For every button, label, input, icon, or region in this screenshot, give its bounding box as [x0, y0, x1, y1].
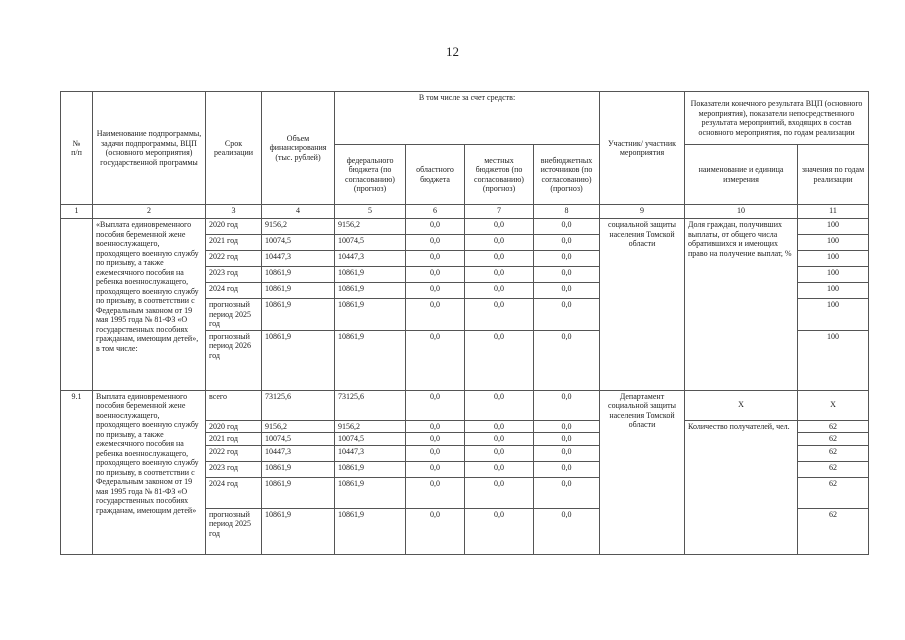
federal-cell: 10074,5 — [335, 433, 406, 446]
indicator-value-cell: 100 — [798, 235, 869, 251]
header-no: № п/п — [61, 92, 93, 205]
header-period: Срок реализации — [206, 92, 262, 205]
table-row-total — [61, 390, 869, 420]
period-cell: прогнозный период 2025 год — [206, 299, 262, 331]
period-cell: прогнозный период 2026 год — [206, 330, 262, 390]
period-cell: 2022 год — [206, 251, 262, 267]
header-volume: Объем финансирования (тыс. рублей) — [262, 92, 335, 205]
col-number: 1 — [61, 205, 93, 219]
federal-cell: 10074,5 — [335, 235, 406, 251]
page-number: 12 — [446, 44, 459, 59]
regional-cell: 0,0 — [406, 390, 465, 420]
federal-cell: 10861,9 — [335, 461, 406, 477]
header-participant: Участник/ участник мероприятия — [600, 92, 685, 205]
extra-cell: 0,0 — [534, 235, 600, 251]
federal-cell: 10861,9 — [335, 267, 406, 283]
indicator-cell: Количество получателей, чел. — [685, 420, 798, 554]
federal-cell: 10861,9 — [335, 508, 406, 554]
indicator-cell: Х — [685, 390, 798, 420]
indicator-value-cell: 100 — [798, 251, 869, 267]
regional-cell: 0,0 — [406, 219, 465, 235]
federal-cell: 10861,9 — [335, 299, 406, 331]
indicator-cell: Доля граждан, получивших выплаты, от общего числа обратившихся и имеющих право на получение выплат, % — [685, 219, 798, 391]
extra-cell: 0,0 — [534, 433, 600, 446]
period-cell: 2024 год — [206, 477, 262, 508]
participant-cell: Департамент социальной защиты населения Томской области — [600, 390, 685, 554]
volume-cell: 10861,9 — [262, 267, 335, 283]
regional-cell: 0,0 — [406, 235, 465, 251]
extra-cell: 0,0 — [534, 420, 600, 433]
header-indicators: Показатели конечного результата ВЦП (основного мероприятия), показатели непосредственного результата мероприятий, входящих в состав основного мероприятия, по годам реализации — [685, 92, 869, 145]
local-cell: 0,0 — [465, 390, 534, 420]
indicator-value-cell: 100 — [798, 267, 869, 283]
indicator-value-cell: 100 — [798, 330, 869, 390]
period-cell: прогнозный период 2025 год — [206, 508, 262, 554]
federal-cell: 10447,3 — [335, 251, 406, 267]
col-number: 11 — [798, 205, 869, 219]
regional-cell: 0,0 — [406, 461, 465, 477]
col-number: 4 — [262, 205, 335, 219]
header-ind-value: значения по годам реализации — [798, 145, 869, 205]
volume-cell: 10861,9 — [262, 461, 335, 477]
local-cell: 0,0 — [465, 461, 534, 477]
program-name: «Выплата единовременного пособия беременной жене военнослужащего, проходящего военную службу по призыву, а также ежемесячного пособия на ребенка военнослужащего, проходящего военную службу по призыву, в соответствии с Федеральным законом от 19 мая 1995 года № 81-ФЗ «О государственных пособиях гражданам, имеющим детей», в том числе: — [93, 219, 206, 391]
regional-cell: 0,0 — [406, 508, 465, 554]
extra-cell: 0,0 — [534, 461, 600, 477]
extra-cell: 0,0 — [534, 477, 600, 508]
volume-cell: 73125,6 — [262, 390, 335, 420]
participant-cell: социальной защиты населения Томской области — [600, 219, 685, 391]
volume-cell: 10074,5 — [262, 433, 335, 446]
volume-cell: 9156,2 — [262, 420, 335, 433]
period-cell: 2023 год — [206, 461, 262, 477]
indicator-value-cell: 100 — [798, 283, 869, 299]
header-name: Наименование подпрограммы, задачи подпрограммы, ВЦП (основного мероприятия) государственной программы — [93, 92, 206, 205]
volume-cell: 9156,2 — [262, 219, 335, 235]
local-cell: 0,0 — [465, 420, 534, 433]
regional-cell: 0,0 — [406, 433, 465, 446]
header-federal: федерального бюджета (по согласованию) (прогноз) — [335, 145, 406, 205]
federal-cell: 10447,3 — [335, 445, 406, 461]
federal-cell: 10861,9 — [335, 283, 406, 299]
volume-cell: 10447,3 — [262, 251, 335, 267]
header-row-1 — [61, 92, 869, 145]
row-no — [61, 219, 93, 391]
period-cell: всего — [206, 390, 262, 420]
volume-cell: 10074,5 — [262, 235, 335, 251]
indicator-value-cell: 62 — [798, 461, 869, 477]
volume-cell: 10861,9 — [262, 508, 335, 554]
col-number: 7 — [465, 205, 534, 219]
header-ind-name: наименование и единица измерения — [685, 145, 798, 205]
table-row — [61, 219, 869, 235]
extra-cell: 0,0 — [534, 283, 600, 299]
indicator-value-cell: 62 — [798, 477, 869, 508]
period-cell: 2020 год — [206, 219, 262, 235]
federal-cell: 9156,2 — [335, 219, 406, 235]
header-local: местных бюджетов (по согласованию) (прогноз) — [465, 145, 534, 205]
extra-cell: 0,0 — [534, 508, 600, 554]
indicator-value-cell: 62 — [798, 433, 869, 446]
volume-cell: 10861,9 — [262, 283, 335, 299]
regional-cell: 0,0 — [406, 420, 465, 433]
local-cell: 0,0 — [465, 299, 534, 331]
indicator-value-cell: Х — [798, 390, 869, 420]
local-cell: 0,0 — [465, 251, 534, 267]
header-regional: областного бюджета — [406, 145, 465, 205]
period-cell: 2022 год — [206, 445, 262, 461]
volume-cell: 10861,9 — [262, 330, 335, 390]
program-name: Выплата единовременного пособия беременной жене военнослужащего, проходящего военную службу по призыву, а также ежемесячного пособия на ребенка военнослужащего, проходящего военную службу по призыву, в соответствии с Федеральным законом от 19 мая 1995 года № 81-ФЗ «О государственных пособиях гражданам, имеющим детей» — [93, 390, 206, 554]
regional-cell: 0,0 — [406, 251, 465, 267]
extra-cell: 0,0 — [534, 330, 600, 390]
local-cell: 0,0 — [465, 219, 534, 235]
local-cell: 0,0 — [465, 477, 534, 508]
header-extra: внебюджетных источников (по согласованию) (прогноз) — [534, 145, 600, 205]
indicator-value-cell: 62 — [798, 508, 869, 554]
financing-table — [60, 91, 869, 555]
local-cell: 0,0 — [465, 330, 534, 390]
local-cell: 0,0 — [465, 267, 534, 283]
extra-cell: 0,0 — [534, 445, 600, 461]
period-cell: 2021 год — [206, 235, 262, 251]
col-number: 10 — [685, 205, 798, 219]
regional-cell: 0,0 — [406, 283, 465, 299]
col-number: 5 — [335, 205, 406, 219]
col-number: 8 — [534, 205, 600, 219]
regional-cell: 0,0 — [406, 267, 465, 283]
local-cell: 0,0 — [465, 235, 534, 251]
volume-cell: 10861,9 — [262, 299, 335, 331]
federal-cell: 9156,2 — [335, 420, 406, 433]
extra-cell: 0,0 — [534, 251, 600, 267]
federal-cell: 10861,9 — [335, 330, 406, 390]
col-number: 9 — [600, 205, 685, 219]
header-incl: В том числе за счет средств: — [335, 92, 600, 145]
local-cell: 0,0 — [465, 508, 534, 554]
regional-cell: 0,0 — [406, 477, 465, 508]
regional-cell: 0,0 — [406, 330, 465, 390]
period-cell: 2021 год — [206, 433, 262, 446]
col-number: 6 — [406, 205, 465, 219]
federal-cell: 10861,9 — [335, 477, 406, 508]
federal-cell: 73125,6 — [335, 390, 406, 420]
extra-cell: 0,0 — [534, 219, 600, 235]
extra-cell: 0,0 — [534, 390, 600, 420]
indicator-value-cell: 62 — [798, 420, 869, 433]
period-cell: 2020 год — [206, 420, 262, 433]
col-number: 3 — [206, 205, 262, 219]
volume-cell: 10861,9 — [262, 477, 335, 508]
indicator-value-cell: 62 — [798, 445, 869, 461]
indicator-value-cell: 100 — [798, 219, 869, 235]
local-cell: 0,0 — [465, 433, 534, 446]
column-number-row — [61, 205, 869, 219]
local-cell: 0,0 — [465, 445, 534, 461]
regional-cell: 0,0 — [406, 299, 465, 331]
period-cell: 2024 год — [206, 283, 262, 299]
extra-cell: 0,0 — [534, 299, 600, 331]
extra-cell: 0,0 — [534, 267, 600, 283]
regional-cell: 0,0 — [406, 445, 465, 461]
indicator-value-cell: 100 — [798, 299, 869, 331]
col-number: 2 — [93, 205, 206, 219]
period-cell: 2023 год — [206, 267, 262, 283]
volume-cell: 10447,3 — [262, 445, 335, 461]
row-no: 9.1 — [61, 390, 93, 554]
local-cell: 0,0 — [465, 283, 534, 299]
